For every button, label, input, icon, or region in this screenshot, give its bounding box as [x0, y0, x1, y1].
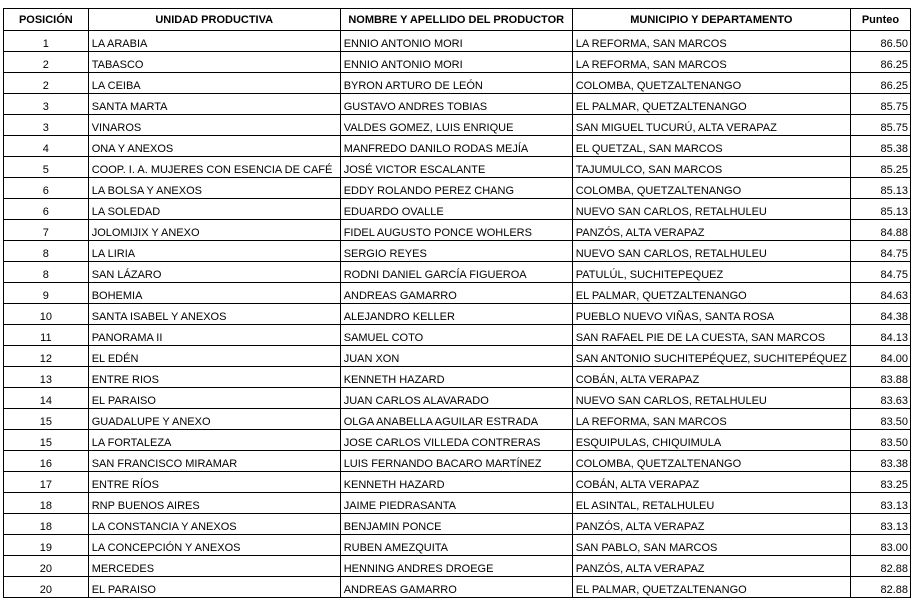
cell-municipality: EL PALMAR, QUETZALTENANGO — [572, 577, 850, 598]
cell-unit: ENTRE RÍOS — [88, 472, 340, 493]
table-body — [4, 31, 911, 598]
header-row — [4, 9, 911, 31]
cell-position: 16 — [4, 451, 89, 472]
cell-producer: ENNIO ANTONIO MORI — [340, 52, 572, 73]
cell-position: 7 — [4, 220, 89, 241]
table-row — [4, 535, 911, 556]
table-row — [4, 367, 911, 388]
cell-unit: PANORAMA II — [88, 325, 340, 346]
cell-municipality: LA REFORMA, SAN MARCOS — [572, 52, 850, 73]
cell-unit: ONA Y ANEXOS — [88, 136, 340, 157]
cell-unit: LA ARABIA — [88, 31, 340, 52]
cell-position: 2 — [4, 52, 89, 73]
cell-score: 84.00 — [850, 346, 910, 367]
table-row — [4, 262, 911, 283]
cell-producer: MANFREDO DANILO RODAS MEJÍA — [340, 136, 572, 157]
cell-position: 1 — [4, 31, 89, 52]
ranking-table — [3, 8, 911, 598]
cell-producer: FIDEL AUGUSTO PONCE WOHLERS — [340, 220, 572, 241]
cell-unit: LA FORTALEZA — [88, 430, 340, 451]
cell-score: 83.63 — [850, 388, 910, 409]
cell-unit: LA CONCEPCIÓN Y ANEXOS — [88, 535, 340, 556]
cell-producer: RODNI DANIEL GARCÍA FIGUEROA — [340, 262, 572, 283]
cell-unit: VINAROS — [88, 115, 340, 136]
table-row — [4, 73, 911, 94]
cell-score: 82.88 — [850, 556, 910, 577]
cell-position: 8 — [4, 262, 89, 283]
cell-score: 83.00 — [850, 535, 910, 556]
cell-score: 85.13 — [850, 178, 910, 199]
cell-unit: SANTA MARTA — [88, 94, 340, 115]
cell-unit: LA CEIBA — [88, 73, 340, 94]
cell-producer: ANDREAS GAMARRO — [340, 283, 572, 304]
cell-producer: RUBEN AMEZQUITA — [340, 535, 572, 556]
cell-unit: SANTA ISABEL Y ANEXOS — [88, 304, 340, 325]
cell-score: 83.50 — [850, 409, 910, 430]
cell-score: 85.75 — [850, 115, 910, 136]
table-row — [4, 220, 911, 241]
cell-producer: JUAN XON — [340, 346, 572, 367]
cell-position: 20 — [4, 577, 89, 598]
cell-municipality: NUEVO SAN CARLOS, RETALHULEU — [572, 199, 850, 220]
table-row — [4, 283, 911, 304]
cell-score: 84.75 — [850, 262, 910, 283]
cell-score: 84.75 — [850, 241, 910, 262]
cell-municipality: TAJUMULCO, SAN MARCOS — [572, 157, 850, 178]
cell-municipality: COLOMBA, QUETZALTENANGO — [572, 178, 850, 199]
cell-position: 18 — [4, 493, 89, 514]
cell-unit: MERCEDES — [88, 556, 340, 577]
cell-score: 84.13 — [850, 325, 910, 346]
cell-position: 5 — [4, 157, 89, 178]
cell-municipality: COLOMBA, QUETZALTENANGO — [572, 451, 850, 472]
table-row — [4, 94, 911, 115]
cell-score: 84.63 — [850, 283, 910, 304]
cell-municipality: COBÁN, ALTA VERAPAZ — [572, 367, 850, 388]
table-row — [4, 115, 911, 136]
cell-unit: ENTRE RIOS — [88, 367, 340, 388]
cell-position: 3 — [4, 94, 89, 115]
cell-municipality: PANZÓS, ALTA VERAPAZ — [572, 556, 850, 577]
cell-municipality: LA REFORMA, SAN MARCOS — [572, 409, 850, 430]
cell-producer: KENNETH HAZARD — [340, 367, 572, 388]
cell-producer: LUIS FERNANDO BACARO MARTÍNEZ — [340, 451, 572, 472]
cell-municipality: PUEBLO NUEVO VIÑAS, SANTA ROSA — [572, 304, 850, 325]
cell-score: 83.88 — [850, 367, 910, 388]
cell-producer: JUAN CARLOS ALAVARADO — [340, 388, 572, 409]
table-row — [4, 346, 911, 367]
cell-score: 85.38 — [850, 136, 910, 157]
cell-position: 6 — [4, 178, 89, 199]
cell-unit: RNP BUENOS AIRES — [88, 493, 340, 514]
cell-position: 15 — [4, 409, 89, 430]
cell-score: 83.13 — [850, 493, 910, 514]
header-position: POSICIÓN — [4, 9, 89, 31]
cell-unit: JOLOMIJIX Y ANEXO — [88, 220, 340, 241]
cell-unit: GUADALUPE Y ANEXO — [88, 409, 340, 430]
table-row — [4, 514, 911, 535]
cell-municipality: COLOMBA, QUETZALTENANGO — [572, 73, 850, 94]
table-row — [4, 31, 911, 52]
cell-municipality: LA REFORMA, SAN MARCOS — [572, 31, 850, 52]
cell-producer: OLGA ANABELLA AGUILAR ESTRADA — [340, 409, 572, 430]
cell-unit: COOP. I. A. MUJERES CON ESENCIA DE CAFÉ — [88, 157, 340, 178]
cell-position: 9 — [4, 283, 89, 304]
cell-unit: EL EDÉN — [88, 346, 340, 367]
cell-score: 83.50 — [850, 430, 910, 451]
table-row — [4, 304, 911, 325]
table-row — [4, 52, 911, 73]
cell-unit: LA LIRIA — [88, 241, 340, 262]
cell-unit: LA BOLSA Y ANEXOS — [88, 178, 340, 199]
cell-position: 6 — [4, 199, 89, 220]
header-unit: UNIDAD PRODUCTIVA — [88, 9, 340, 31]
cell-position: 20 — [4, 556, 89, 577]
table-row — [4, 325, 911, 346]
cell-producer: JOSÉ VICTOR ESCALANTE — [340, 157, 572, 178]
cell-score: 84.88 — [850, 220, 910, 241]
cell-position: 4 — [4, 136, 89, 157]
cell-municipality: NUEVO SAN CARLOS, RETALHULEU — [572, 241, 850, 262]
table-row — [4, 493, 911, 514]
cell-position: 12 — [4, 346, 89, 367]
header-score: Punteo — [850, 9, 910, 31]
cell-position: 17 — [4, 472, 89, 493]
cell-municipality: SAN RAFAEL PIE DE LA CUESTA, SAN MARCOS — [572, 325, 850, 346]
table-row — [4, 409, 911, 430]
cell-unit: LA CONSTANCIA Y ANEXOS — [88, 514, 340, 535]
cell-position: 13 — [4, 367, 89, 388]
cell-unit: SAN FRANCISCO MIRAMAR — [88, 451, 340, 472]
cell-municipality: ESQUIPULAS, CHIQUIMULA — [572, 430, 850, 451]
cell-position: 3 — [4, 115, 89, 136]
cell-producer: ANDREAS GAMARRO — [340, 577, 572, 598]
cell-score: 83.13 — [850, 514, 910, 535]
table-row — [4, 157, 911, 178]
cell-score: 83.38 — [850, 451, 910, 472]
table-row — [4, 472, 911, 493]
cell-municipality: EL ASINTAL, RETALHULEU — [572, 493, 850, 514]
cell-producer: GUSTAVO ANDRES TOBIAS — [340, 94, 572, 115]
cell-unit: LA SOLEDAD — [88, 199, 340, 220]
cell-score: 86.25 — [850, 73, 910, 94]
cell-producer: JAIME PIEDRASANTA — [340, 493, 572, 514]
cell-producer: VALDES GOMEZ, LUIS ENRIQUE — [340, 115, 572, 136]
header-municipality: MUNICIPIO Y DEPARTAMENTO — [572, 9, 850, 31]
cell-score: 86.50 — [850, 31, 910, 52]
cell-position: 19 — [4, 535, 89, 556]
cell-unit: BOHEMIA — [88, 283, 340, 304]
table-row — [4, 430, 911, 451]
cell-position: 15 — [4, 430, 89, 451]
cell-municipality: PANZÓS, ALTA VERAPAZ — [572, 220, 850, 241]
cell-municipality: SAN MIGUEL TUCURÚ, ALTA VERAPAZ — [572, 115, 850, 136]
cell-unit: EL PARAISO — [88, 388, 340, 409]
cell-municipality: SAN PABLO, SAN MARCOS — [572, 535, 850, 556]
table-row — [4, 241, 911, 262]
cell-unit: TABASCO — [88, 52, 340, 73]
cell-score: 83.25 — [850, 472, 910, 493]
cell-position: 11 — [4, 325, 89, 346]
table-header — [4, 9, 911, 31]
cell-municipality: PANZÓS, ALTA VERAPAZ — [572, 514, 850, 535]
cell-producer: SAMUEL COTO — [340, 325, 572, 346]
table-row — [4, 178, 911, 199]
cell-producer: SERGIO REYES — [340, 241, 572, 262]
cell-producer: BYRON ARTURO DE LEÓN — [340, 73, 572, 94]
cell-score: 85.75 — [850, 94, 910, 115]
cell-municipality: COBÁN, ALTA VERAPAZ — [572, 472, 850, 493]
cell-municipality: EL PALMAR, QUETZALTENANGO — [572, 94, 850, 115]
cell-municipality: NUEVO SAN CARLOS, RETALHULEU — [572, 388, 850, 409]
cell-score: 85.25 — [850, 157, 910, 178]
cell-score: 86.25 — [850, 52, 910, 73]
cell-position: 10 — [4, 304, 89, 325]
cell-municipality: PATULÚL, SUCHITEPEQUEZ — [572, 262, 850, 283]
cell-producer: ENNIO ANTONIO MORI — [340, 31, 572, 52]
cell-position: 14 — [4, 388, 89, 409]
table-row — [4, 388, 911, 409]
cell-unit: SAN LÁZARO — [88, 262, 340, 283]
table-row — [4, 556, 911, 577]
cell-score: 84.38 — [850, 304, 910, 325]
cell-producer: ALEJANDRO KELLER — [340, 304, 572, 325]
cell-producer: EDUARDO OVALLE — [340, 199, 572, 220]
cell-producer: EDDY ROLANDO PEREZ CHANG — [340, 178, 572, 199]
header-producer: NOMBRE Y APELLIDO DEL PRODUCTOR — [340, 9, 572, 31]
cell-unit: EL PARAISO — [88, 577, 340, 598]
cell-producer: JOSE CARLOS VILLEDA CONTRERAS — [340, 430, 572, 451]
cell-producer: KENNETH HAZARD — [340, 472, 572, 493]
table-row — [4, 136, 911, 157]
cell-position: 8 — [4, 241, 89, 262]
table-row — [4, 199, 911, 220]
cell-municipality: SAN ANTONIO SUCHITEPÉQUEZ, SUCHITEPÉQUEZ — [572, 346, 850, 367]
cell-score: 82.88 — [850, 577, 910, 598]
cell-score: 85.13 — [850, 199, 910, 220]
cell-municipality: EL PALMAR, QUETZALTENANGO — [572, 283, 850, 304]
table-row — [4, 451, 911, 472]
cell-position: 18 — [4, 514, 89, 535]
table-row — [4, 577, 911, 598]
cell-producer: HENNING ANDRES DROEGE — [340, 556, 572, 577]
cell-producer: BENJAMIN PONCE — [340, 514, 572, 535]
cell-municipality: EL QUETZAL, SAN MARCOS — [572, 136, 850, 157]
cell-position: 2 — [4, 73, 89, 94]
